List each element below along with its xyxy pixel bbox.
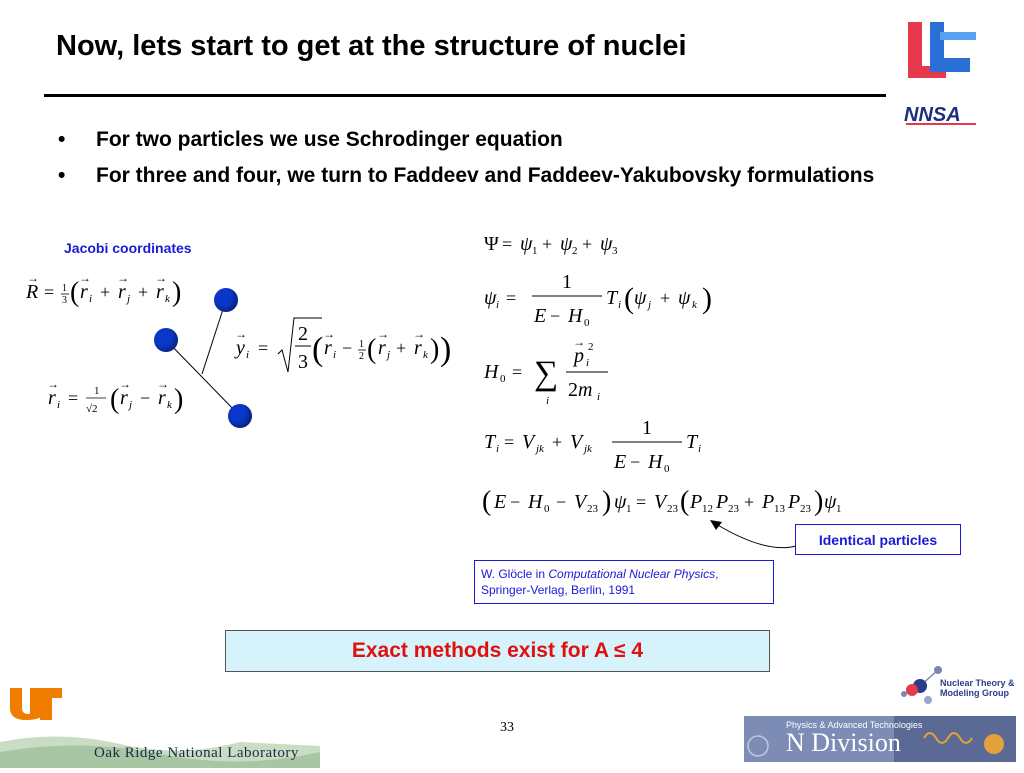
svg-text:(: ( (367, 334, 377, 365)
svg-text:jk: jk (584, 443, 592, 455)
faddeev-psi-equation (480, 266, 740, 332)
svg-text:3: 3 (612, 245, 618, 257)
svg-text:H: H (484, 361, 499, 383)
svg-text:H: H (648, 451, 663, 473)
exact-methods-text: Exact methods exist for A ≤ 4 (351, 639, 644, 662)
svg-text:p: p (574, 345, 584, 367)
svg-text:V: V (522, 431, 535, 453)
identical-arrow (706, 516, 802, 556)
particle-j (214, 288, 238, 312)
svg-text:r: r (118, 281, 126, 303)
svg-text:i: i (597, 391, 601, 403)
svg-text:ψ: ψ (824, 491, 837, 513)
reference-prefix: W. Glöcle in (481, 567, 549, 581)
svg-text:V: V (654, 491, 667, 513)
svg-text:−: − (556, 492, 567, 512)
svg-text:V: V (574, 491, 587, 513)
svg-text:j: j (387, 349, 391, 361)
svg-text:0: 0 (544, 503, 550, 515)
svg-text:): ) (814, 486, 824, 517)
bullet-item (58, 126, 898, 153)
svg-text:r: r (158, 387, 166, 409)
ntmg-molecule-icon (898, 664, 942, 708)
svg-text:→: → (117, 271, 129, 285)
svg-text:E: E (494, 491, 507, 513)
svg-text:23: 23 (800, 503, 811, 515)
svg-text:→: → (119, 377, 131, 391)
ornl-label: Oak Ridge National Laboratory (94, 745, 299, 761)
svg-text:+: + (552, 432, 563, 452)
svg-text:r: r (48, 387, 56, 409)
svg-text:=: = (258, 338, 269, 358)
llnl-logo (900, 18, 978, 90)
ndivision-title: N Division (786, 728, 901, 757)
svg-text:→: → (413, 327, 425, 341)
svg-text:=: = (506, 288, 517, 308)
svg-text:1: 1 (532, 245, 538, 257)
bullet-text: For three and four, we turn to Faddeev and Faddeev-Yakubovsky formulations (96, 164, 875, 187)
svg-text:): ) (172, 277, 182, 308)
svg-text:H: H (528, 491, 543, 513)
svg-text:=: = (512, 362, 523, 382)
ntmg-line2: Modeling Group (940, 688, 1009, 698)
ut-logo (8, 686, 64, 722)
svg-text:√2: √2 (86, 403, 98, 415)
svg-text:3: 3 (62, 295, 67, 306)
svg-text:(: ( (680, 486, 690, 517)
svg-text:i: i (333, 349, 337, 361)
ndivision-subtitle: Physics & Advanced Technologies (786, 720, 923, 730)
svg-text:+: + (744, 492, 755, 512)
svg-text:k: k (692, 299, 697, 311)
svg-text:+: + (582, 234, 593, 254)
reference-suffix: , (715, 567, 719, 581)
svg-text:j: j (129, 399, 133, 411)
svg-text:1: 1 (562, 271, 572, 293)
svg-text:−: − (630, 452, 641, 472)
svg-text:0: 0 (500, 373, 506, 385)
svg-text:0: 0 (664, 463, 670, 475)
jacobi-y-equation (232, 314, 464, 380)
svg-text:−: − (140, 388, 151, 408)
reference-book: Computational Nuclear Physics (548, 567, 716, 581)
svg-text:→: → (235, 327, 247, 341)
svg-text:i: i (546, 395, 550, 407)
svg-text:(: ( (482, 486, 492, 517)
slide-title: Now, lets start to get at the structure of nuclei (56, 30, 687, 62)
svg-text:(: ( (624, 282, 634, 315)
svg-text:i: i (496, 299, 500, 311)
title-divider (44, 94, 886, 97)
svg-text:=: = (68, 388, 79, 408)
particle-i (154, 328, 178, 352)
exact-methods-box (225, 630, 770, 672)
svg-text:ψ: ψ (678, 287, 691, 309)
svg-text:NNSA: NNSA (904, 104, 961, 126)
svg-text:): ) (174, 384, 184, 415)
svg-text:j: j (127, 293, 131, 305)
svg-text:→: → (47, 377, 59, 391)
ntmg-text (940, 678, 1015, 698)
svg-text:→: → (323, 327, 335, 341)
svg-text:V: V (570, 431, 583, 453)
svg-text:12: 12 (702, 503, 713, 515)
svg-text:k: k (423, 349, 428, 361)
identical-particles-label: Identical particles (795, 524, 961, 555)
identical-particles-equation (480, 484, 880, 520)
svg-text:i: i (698, 443, 702, 455)
svg-text:(: ( (312, 331, 324, 368)
svg-text:2m: 2m (568, 379, 593, 401)
ntmg-line1: Nuclear Theory & (940, 678, 1015, 688)
svg-text:r: r (120, 387, 128, 409)
reference-publisher: Springer-Verlag, Berlin, 1991 (481, 583, 636, 597)
svg-text:r: r (156, 281, 164, 303)
svg-text:): ) (702, 282, 712, 315)
svg-text:1: 1 (359, 339, 364, 350)
svg-text:T: T (484, 431, 496, 453)
svg-text:P: P (788, 491, 801, 513)
svg-text:+: + (542, 234, 553, 254)
svg-text:1: 1 (642, 417, 652, 439)
svg-text:): ) (440, 331, 452, 368)
svg-text:2: 2 (359, 351, 364, 362)
svg-text:=: = (44, 282, 55, 302)
bullet-text: For two particles we use Schrodinger equation (96, 128, 563, 151)
svg-text:P: P (762, 491, 775, 513)
svg-text:+: + (660, 288, 671, 308)
svg-text:1: 1 (94, 385, 100, 397)
svg-text:k: k (165, 293, 170, 305)
svg-text:13: 13 (774, 503, 785, 515)
svg-text:ψ: ψ (560, 233, 573, 255)
svg-text:=: = (636, 492, 647, 512)
svg-text:2: 2 (572, 245, 578, 257)
svg-text:i: i (246, 349, 250, 361)
svg-text:y: y (236, 337, 245, 359)
bullet-list (58, 126, 898, 198)
svg-text:→: → (79, 271, 91, 285)
svg-text:E: E (614, 451, 627, 473)
svg-text:+: + (396, 338, 407, 358)
page-number: 33 (500, 720, 514, 735)
svg-text:2: 2 (588, 341, 594, 353)
svg-text:23: 23 (728, 503, 739, 515)
svg-text:1: 1 (836, 503, 842, 515)
svg-text:jk: jk (536, 443, 544, 455)
svg-text:T: T (606, 287, 618, 309)
svg-text:P: P (716, 491, 729, 513)
svg-text:i: i (496, 443, 500, 455)
svg-text:1: 1 (626, 503, 632, 515)
svg-text:H: H (568, 305, 583, 327)
svg-text:R: R (26, 281, 39, 303)
svg-text:Ψ: Ψ (484, 233, 499, 255)
svg-text:): ) (430, 334, 440, 365)
svg-text:+: + (100, 282, 111, 302)
svg-text:E: E (534, 305, 547, 327)
svg-text:i: i (586, 357, 590, 369)
t-matrix-equation (480, 414, 720, 480)
svg-text:2: 2 (298, 323, 308, 345)
svg-text:=: = (504, 432, 515, 452)
svg-text:ψ: ψ (634, 287, 647, 309)
svg-text:r: r (80, 281, 88, 303)
jacobi-label: Jacobi coordinates (64, 240, 192, 256)
svg-text:→: → (573, 336, 585, 349)
svg-text:i: i (57, 399, 61, 411)
svg-text:(: ( (70, 277, 80, 308)
svg-text:i: i (618, 299, 622, 311)
svg-text:ψ: ψ (600, 233, 613, 255)
svg-text:=: = (502, 234, 513, 254)
svg-text:−: − (550, 306, 561, 326)
svg-text:−: − (342, 338, 353, 358)
bullet-item (58, 162, 898, 189)
svg-text:23: 23 (667, 503, 678, 515)
svg-text:→: → (157, 377, 169, 391)
svg-text:): ) (602, 486, 612, 517)
svg-text:r: r (414, 337, 422, 359)
svg-text:r: r (324, 337, 332, 359)
svg-text:∑: ∑ (534, 355, 559, 392)
svg-text:ψ: ψ (484, 287, 497, 309)
svg-text:ψ: ψ (520, 233, 533, 255)
svg-text:T: T (686, 431, 698, 453)
svg-text:r: r (378, 337, 386, 359)
svg-text:→: → (27, 271, 39, 285)
bullet-marker: • (58, 164, 66, 187)
svg-text:−: − (510, 492, 521, 512)
svg-text:0: 0 (584, 317, 590, 329)
svg-text:(: ( (110, 384, 120, 415)
svg-text:P: P (690, 491, 703, 513)
svg-text:ψ: ψ (614, 491, 627, 513)
nnsa-logo (902, 102, 980, 126)
svg-text:3: 3 (298, 351, 308, 373)
psi-sum-equation (480, 228, 680, 260)
svg-text:23: 23 (587, 503, 598, 515)
svg-text:→: → (155, 271, 167, 285)
hamiltonian-equation (480, 336, 680, 412)
svg-text:i: i (89, 293, 93, 305)
svg-text:k: k (167, 399, 172, 411)
svg-text:1: 1 (62, 283, 67, 294)
svg-text:→: → (377, 327, 389, 341)
bullet-marker: • (58, 128, 66, 151)
svg-text:+: + (138, 282, 149, 302)
svg-text:j: j (648, 299, 652, 311)
reference-box (474, 560, 774, 604)
particle-k (228, 404, 252, 428)
